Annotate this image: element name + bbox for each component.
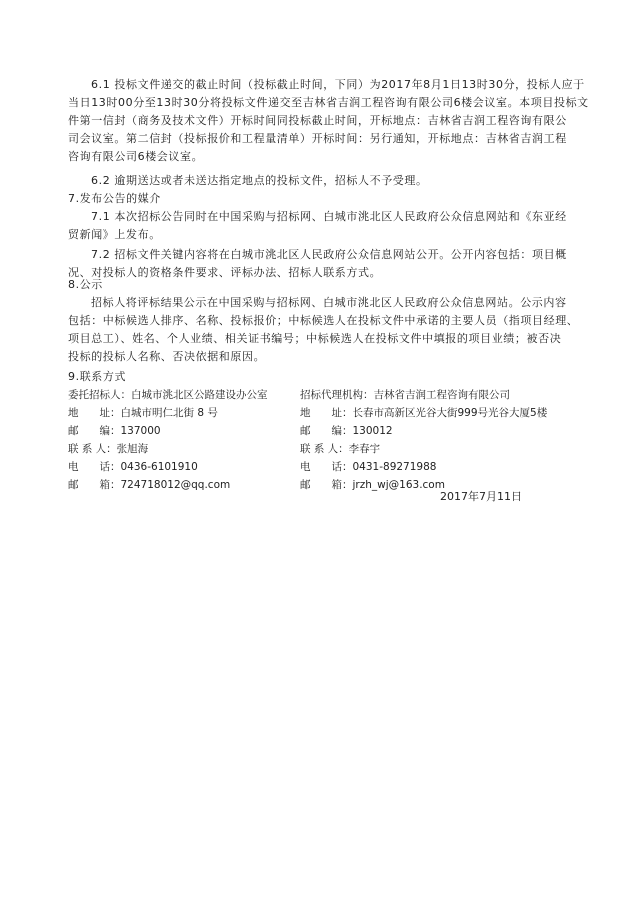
s7-p1-line1: 7.1 本次招标公告同时在中国采购与招标网、白城市洮北区人民政府公众信息网站和《东亚经	[91, 210, 567, 223]
client-contact: 联 系 人：张旭海	[68, 443, 149, 455]
client-postcode: 邮 编：137000	[68, 425, 161, 437]
document-date: 2017年7月11日	[440, 490, 522, 503]
s8-heading: 8.公示	[68, 278, 103, 291]
s7-p2-line1: 7.2 招标文件关键内容将在白城市洮北区人民政府公众信息网站公开。公开内容包括：项目概	[91, 248, 567, 261]
s6-p1-line5: 咨询有限公司6楼会议室。	[68, 150, 204, 163]
agent-address: 地 址：长春市高新区光谷大街999号光谷大厦5楼	[300, 407, 548, 419]
client-address: 地 址：白城市明仁北街 8 号	[68, 407, 218, 419]
s6-p1-line3: 件第一信封（商务及技术文件）开标时间同投标截止时间，开标地点：吉林省吉润工程咨询有限公	[68, 114, 567, 127]
s6-p2: 6.2 逾期送达或者未送达指定地点的投标文件，招标人不予受理。	[91, 174, 428, 187]
s8-line1: 招标人将评标结果公示在中国采购与招标网、白城市洮北区人民政府公众信息网站。公示内容	[91, 296, 567, 309]
client-email: 邮 箱：724718012@qq.com	[68, 479, 231, 491]
agent-postcode: 邮 编：130012	[300, 425, 393, 437]
agent-name: 招标代理机构：吉林省吉润工程咨询有限公司	[300, 389, 510, 401]
s8-line3: 项目总工）、姓名、个人业绩、相关证书编号；中标候选人在投标文件中填报的项目业绩；被否决	[68, 332, 562, 345]
s6-p1-line1: 6.1 投标文件递交的截止时间（投标截止时间，下同）为2017年8月1日13时30分，投标人应于	[91, 78, 585, 91]
client-name: 委托招标人：白城市洮北区公路建设办公室	[68, 389, 268, 401]
s7-p2-line2: 况、对投标人的资格条件要求、评标办法、招标人联系方式。	[68, 266, 382, 279]
s8-line2: 包括：中标候选人排序、名称、投标报价；中标候选人在投标文件中承诺的主要人员（指项目经理、	[68, 314, 579, 327]
client-phone: 电 话：0436-6101910	[68, 461, 198, 473]
agent-email: 邮 箱：jrzh_wj@163.com	[300, 479, 445, 491]
agent-phone: 电 话：0431-89271988	[300, 461, 437, 473]
s7-heading: 7.发布公告的媒介	[68, 192, 161, 205]
s6-p1-line4: 司会议室。第二信封（投标报价和工程量清单）开标时间：另行通知，开标地点：吉林省吉润工程	[68, 132, 567, 145]
agent-contact: 联 系 人：李春宇	[300, 443, 381, 455]
s9-heading: 9.联系方式	[68, 370, 127, 383]
s8-line4: 投标的投标人名称、否决依据和原因。	[68, 350, 266, 363]
s7-p1-line2: 贸新闻》上发布。	[68, 228, 161, 241]
s6-p1-line2: 当日13时00分至13时30分将投标文件递交至吉林省吉润工程咨询有限公司6楼会议室。本项目投标文	[68, 96, 589, 109]
